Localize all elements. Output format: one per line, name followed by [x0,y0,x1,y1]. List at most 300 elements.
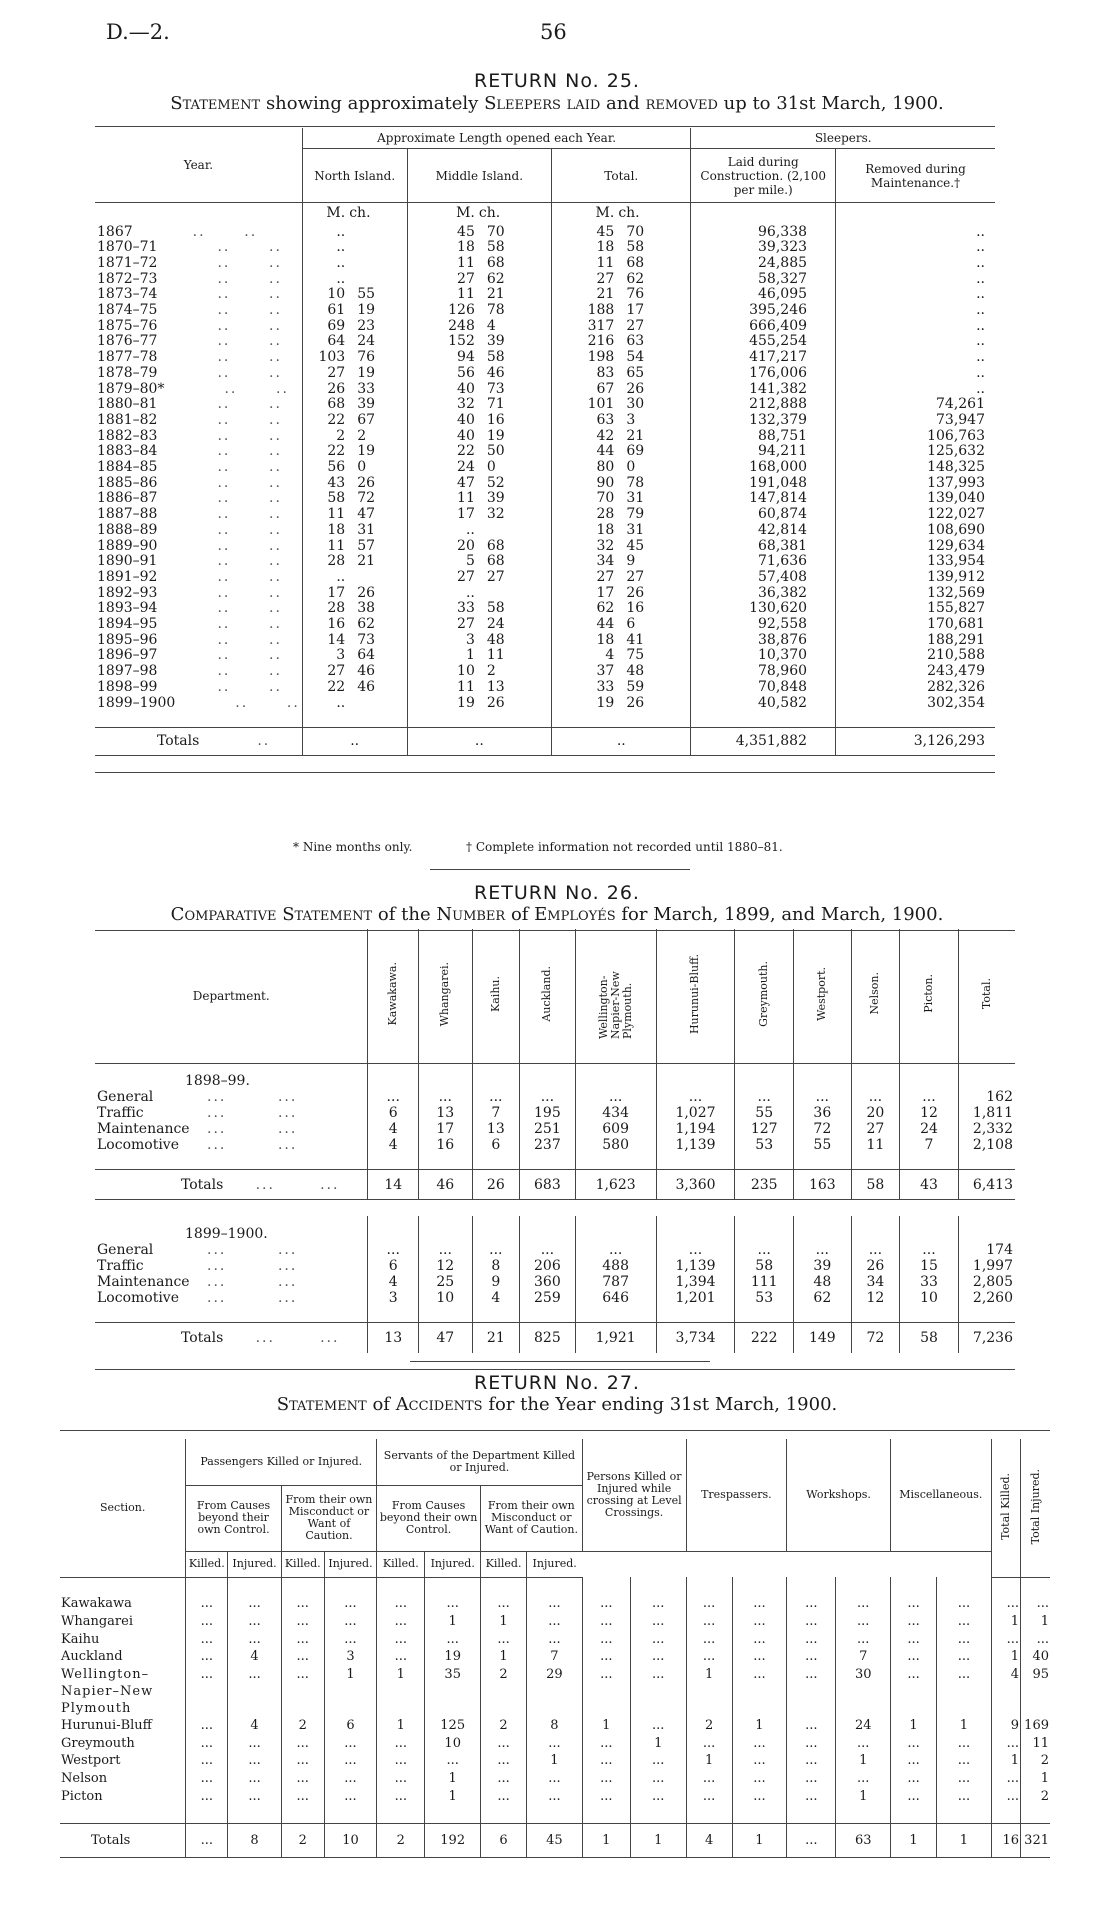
document-reference: D.—2. [106,20,170,44]
value-cell: 4 [472,1290,520,1306]
middle-chains: 11 [486,647,505,664]
year-label: 1892–93 [97,584,158,601]
value-cell: 35 [425,1666,481,1717]
sleepers-removed: 129,634 [836,539,995,555]
value-cell: ... [527,1788,583,1806]
value-cell: ... [480,1735,526,1753]
table-row [95,1121,1015,1137]
sleepers-removed: 170,681 [836,617,995,633]
value-cell: ... [891,1752,937,1770]
totals-cell: 47 [419,1323,473,1353]
value-cell: ... [991,1735,1020,1753]
table-row [95,1242,1015,1258]
north-chains: 2 [357,427,367,444]
north-miles: .. [302,570,347,586]
column-header [958,929,1015,1063]
table-row [95,664,995,680]
return27-subtitle: Statement of Accidents for the Year ending 31st March, 1900. [276,1394,838,1415]
value-cell: ... [787,1648,836,1666]
north-miles: 68 [302,397,347,413]
value-cell: 13 [472,1121,520,1137]
total-chains: 76 [626,286,645,303]
year-cell: 1880–81 .. .. [97,396,282,413]
laid-header: Laid during Construction. (2,100 per mile.) [691,149,836,203]
table-row [95,1290,1015,1306]
north-miles: 22 [302,413,347,429]
table-row [95,539,995,555]
value-cell: 48 [794,1274,852,1290]
value-cell: ... [732,1752,787,1770]
value-cell: 95 [1021,1666,1050,1717]
value-cell: ... [656,1242,735,1258]
killed-header: Killed. [281,1551,324,1577]
value-cell: ... [324,1770,376,1788]
value-cell: 2 [480,1717,526,1735]
north-chains: 21 [357,553,376,570]
value-cell: ... [937,1735,992,1753]
value-cell: ... [732,1735,787,1753]
column-header [794,929,852,1063]
north-miles: 58 [302,491,347,507]
total-chains: 68 [626,254,645,271]
middle-miles: 11 [407,680,477,696]
total-miles: 317 [552,319,617,335]
year-label: 1896–97 [97,647,158,664]
value-cell: ... [281,1648,324,1666]
sleepers-laid: 96,338 [691,225,836,241]
workshops-header: Workshops. [787,1439,891,1551]
value-cell: ... [425,1631,481,1649]
year-cell: 1894–95 .. .. [97,616,282,633]
north-chains: 76 [357,349,376,366]
table-row [95,1105,1015,1121]
north-chains: 62 [357,616,376,633]
year-cell: 1867 .. .. [97,223,258,240]
value-cell: 125 [425,1717,481,1735]
north-chains: 67 [357,411,376,428]
sleepers-laid: 130,620 [691,601,836,617]
total-chains: 26 [626,694,645,711]
totals-cell: 683 [520,1170,576,1200]
value-cell: 7 [472,1105,520,1121]
value-cell: 24 [836,1717,891,1735]
totals-cell: 1,921 [575,1323,656,1353]
value-cell: ... [186,1631,228,1649]
middle-chains: 2 [486,663,496,680]
north-miles: 18 [302,523,347,539]
value-cell: ... [480,1788,526,1806]
value-cell: ... [630,1613,686,1631]
value-cell: ... [630,1595,686,1613]
sleepers-laid: 92,558 [691,617,836,633]
value-cell: 53 [735,1290,794,1306]
value-cell: ... [186,1770,228,1788]
sleepers-removed: .. [836,225,995,241]
passengers-beyond-header: From Causes beyond their own Control. [186,1485,281,1551]
value-cell: 36 [794,1105,852,1121]
value-cell: 2,805 [958,1274,1015,1290]
totals-row [95,1323,1015,1353]
value-cell: ... [186,1717,228,1735]
value-cell: 2 [480,1666,526,1717]
middle-chains: 39 [486,333,505,350]
value-cell: 17 [419,1121,473,1137]
year-label: 1876–77 [97,333,158,350]
total-miles: 27 [552,570,617,586]
year-label: 1889–90 [97,537,158,554]
year-label: 1872–73 [97,270,158,287]
table-row [95,476,995,492]
value-cell: 259 [520,1290,576,1306]
return25-table [95,128,995,773]
year-label: 1878–79 [97,364,158,381]
middle-chains: 58 [486,239,505,256]
north-chains: 39 [357,396,376,413]
north-miles: 16 [302,617,347,633]
department-label: General [97,1089,154,1105]
total-chains: 21 [626,427,645,444]
middle-miles: 20 [407,539,477,555]
value-cell: 1 [686,1752,732,1770]
passengers-own-header: From their own Misconduct or Want of Caution. [281,1485,376,1551]
value-cell: ... [735,1089,794,1105]
department-name: General ... ... [97,1242,298,1258]
value-cell: 19 [425,1648,481,1666]
middle-miles: 152 [407,334,477,350]
value-cell: ... [991,1595,1020,1613]
department-name: Locomotive ... ... [97,1290,298,1306]
middle-chains: 26 [486,694,505,711]
total-miles: 45 [552,225,617,241]
middle-miles: 126 [407,303,477,319]
value-cell: 26 [851,1258,900,1274]
total-miles: 67 [552,382,617,398]
value-cell: 434 [575,1105,656,1121]
year-label: 1894–95 [97,616,158,633]
value-cell: ... [419,1242,473,1258]
department-name: Locomotive ... ... [97,1137,298,1153]
value-cell: 1 [732,1717,787,1735]
sleepers-laid: 212,888 [691,397,836,413]
totals-label-cell [60,1824,186,1858]
return25-title: RETURN No. 25. [474,70,640,92]
north-chains: 55 [357,286,376,303]
value-cell: ... [281,1595,324,1613]
total-chains: 27 [626,568,645,585]
middle-chains [477,586,552,602]
value-cell: 1 [425,1613,481,1631]
year-label: 1893–94 [97,600,158,617]
value-cell: ... [836,1595,891,1613]
servants-beyond-header: From Causes beyond their own Control. [377,1485,481,1551]
sleepers-removed: .. [836,382,995,398]
sleepers-laid: 417,217 [691,350,836,366]
middle-miles: 27 [407,570,477,586]
total-chains: 70 [626,223,645,240]
total-chains: 30 [626,396,645,413]
value-cell: 1 [836,1788,891,1806]
middle-miles: 56 [407,366,477,382]
value-cell: 55 [735,1105,794,1121]
total-miles: 18 [552,240,617,256]
value-cell: ... [520,1242,576,1258]
total-chains: 31 [626,521,645,538]
unit-ch: ch. [618,204,640,221]
totals-cell: 3,360 [656,1170,735,1200]
value-cell: 1,139 [656,1137,735,1153]
sleepers-removed: 188,291 [836,633,995,649]
totals-cell: 72 [851,1323,900,1353]
year-cell: 1885–86 .. .. [97,474,282,491]
sleepers-removed: 139,040 [836,491,995,507]
middle-chains: 68 [486,553,505,570]
value-cell: 33 [900,1274,959,1290]
value-cell: ... [787,1735,836,1753]
value-cell: 2 [281,1717,324,1735]
value-cell: 1 [891,1717,937,1735]
table-row [95,1258,1015,1274]
north-miles: 43 [302,476,347,492]
value-cell: ... [1021,1631,1050,1649]
totals-cell: 21 [472,1323,520,1353]
value-cell: 1 [1021,1770,1050,1788]
table-row [95,287,995,303]
totals-cell: 46 [419,1170,473,1200]
value-cell: 4 [368,1274,419,1290]
value-cell: 1 [991,1648,1020,1666]
value-cell: ... [228,1613,281,1631]
value-cell: ... [377,1631,425,1649]
value-cell: ... [686,1788,732,1806]
middle-miles: 10 [407,664,477,680]
value-cell: 29 [527,1666,583,1717]
value-cell: ... [324,1752,376,1770]
middle-chains: 0 [486,459,496,476]
value-cell: 10 [425,1735,481,1753]
value-cell: 7 [527,1648,583,1666]
sleepers-laid: 191,048 [691,476,836,492]
value-cell: ... [228,1752,281,1770]
value-cell: ... [787,1631,836,1649]
totals-cell: 58 [900,1323,959,1353]
value-cell: ... [324,1631,376,1649]
sleepers-laid: 455,254 [691,334,836,350]
middle-chains [477,523,552,539]
year-cell: 1887–88 .. .. [97,506,282,523]
column-header [735,929,794,1063]
killed-header: Killed. [186,1551,228,1577]
year-cell: 1882–83 .. .. [97,427,282,444]
value-cell: ... [1021,1595,1050,1613]
value-cell: 1 [582,1717,630,1735]
value-cell: ... [186,1666,228,1717]
total-chains: 0 [626,459,636,476]
value-cell: 1,811 [958,1105,1015,1121]
total-chains: 58 [626,239,645,256]
value-cell: ... [228,1770,281,1788]
year-cell: 1896–97 .. .. [97,647,282,664]
value-cell: 12 [900,1105,959,1121]
totals-row [95,727,995,755]
value-cell: ... [419,1089,473,1105]
year-cell: 1870–71 .. .. [97,239,282,256]
middle-chains: 16 [486,411,505,428]
north-chains [347,240,407,256]
injured-header: Injured. [324,1551,376,1577]
value-cell: 1,997 [958,1258,1015,1274]
totals-label: Totals [91,1832,131,1848]
sleepers-laid: 666,409 [691,319,836,335]
middle-chains: 58 [486,349,505,366]
value-cell: 609 [575,1121,656,1137]
value-cell: 9 [472,1274,520,1290]
table-row [95,429,995,445]
table-row [95,272,995,288]
totals-cell: 825 [520,1323,576,1353]
sleepers-laid: 71,636 [691,554,836,570]
middle-chains: 19 [486,427,505,444]
year-label: 1898–99 [97,678,158,695]
north-miles: .. [302,225,347,241]
value-cell: 1,394 [656,1274,735,1290]
value-cell: ... [630,1666,686,1717]
totals-cell: 43 [900,1170,959,1200]
table-row [60,1648,1050,1666]
year-cell: 1873–74 .. .. [97,286,282,303]
total-miles: 18 [552,523,617,539]
middle-miles: 40 [407,413,477,429]
totals-cell: 26 [472,1170,520,1200]
value-cell: 11 [1021,1735,1050,1753]
middle-chains: 68 [486,254,505,271]
total-miles: 37 [552,664,617,680]
value-cell: 10 [900,1290,959,1306]
totals-cell: 2 [377,1824,425,1858]
middle-island-header: Middle Island. [407,149,552,203]
value-cell: 1 [937,1717,992,1735]
total-chains: 79 [626,506,645,523]
middle-chains: 58 [486,600,505,617]
value-cell: ... [937,1770,992,1788]
value-cell: 39 [794,1258,852,1274]
miscellaneous-header: Miscellaneous. [891,1439,992,1551]
sleepers-laid: 147,814 [691,491,836,507]
total-miles: 80 [552,460,617,476]
value-cell: ... [186,1595,228,1613]
unit-m: M. [552,203,617,225]
north-chains: 23 [357,317,376,334]
value-cell: ... [991,1770,1020,1788]
middle-chains: 4 [486,317,496,334]
table-row [95,491,995,507]
value-cell: ... [686,1770,732,1788]
totals-cell: 45 [527,1824,583,1858]
middle-chains: 46 [486,364,505,381]
sleepers-removed: .. [836,350,995,366]
department-label: Locomotive [97,1137,179,1153]
sleepers-removed: .. [836,319,995,335]
north-chains: 64 [357,647,376,664]
value-cell: ... [630,1770,686,1788]
department-label: General [97,1242,154,1258]
north-chains [347,272,407,288]
sleepers-laid: 58,327 [691,272,836,288]
unit-m: M. [407,203,477,225]
value-cell: ... [787,1717,836,1735]
north-miles: 11 [302,539,347,555]
value-cell: ... [480,1770,526,1788]
value-cell: ... [377,1613,425,1631]
totals-cell: 7,236 [958,1323,1015,1353]
section-name: Auckland [61,1649,123,1665]
total-miles: 216 [552,334,617,350]
value-cell: ... [582,1788,630,1806]
totals-cell: 58 [851,1170,900,1200]
value-cell: ... [686,1631,732,1649]
value-cell: ... [836,1613,891,1631]
total-chains: 6 [626,616,636,633]
return27-title: RETURN No. 27. [474,1372,640,1394]
middle-miles: 1 [407,648,477,664]
north-chains: 38 [357,600,376,617]
north-miles: 28 [302,554,347,570]
year-label: 1891–92 [97,568,158,585]
page-number: 56 [540,20,567,44]
north-miles: .. [302,272,347,288]
department-name: Traffic ... ... [97,1258,298,1274]
department-name: General ... ... [97,1089,298,1105]
value-cell: 1 [991,1613,1020,1631]
total-miles: 70 [552,491,617,507]
value-cell: ... [527,1595,583,1613]
column-header-text: Picton. [921,974,935,1014]
middle-miles: 32 [407,397,477,413]
value-cell: ... [732,1666,787,1717]
value-cell: 13 [419,1105,473,1121]
north-miles: 28 [302,601,347,617]
value-cell: ... [186,1613,228,1631]
value-cell: 1,027 [656,1105,735,1121]
middle-miles: 27 [407,272,477,288]
value-cell: ... [377,1770,425,1788]
value-cell: ... [377,1648,425,1666]
total-chains: 17 [626,302,645,319]
total-chains: 54 [626,349,645,366]
middle-miles: 24 [407,460,477,476]
value-cell: ... [937,1595,992,1613]
value-cell: ... [732,1648,787,1666]
totals-laid: 4,351,882 [691,727,836,755]
column-header-text: Wellington-Napier-New Plymouth. [596,970,634,1039]
value-cell: 1,139 [656,1258,735,1274]
value-cell: 6 [324,1717,376,1735]
north-miles: 61 [302,303,347,319]
value-cell: 4 [228,1717,281,1735]
year-cell: 1879–80* .. .. [97,380,289,397]
unit-ch: ch. [478,204,501,221]
middle-miles: 19 [407,696,477,712]
value-cell: ... [732,1595,787,1613]
value-cell: 62 [794,1290,852,1306]
column-header [419,929,473,1063]
sleepers-laid: 70,848 [691,680,836,696]
value-cell: 53 [735,1137,794,1153]
year-cell: 1892–93 .. .. [97,584,282,601]
value-cell: 162 [958,1089,1015,1105]
section-name: Wellington–Napier–New Plymouth [61,1667,154,1716]
total-miles: 27 [552,272,617,288]
servants-group-header: Servants of the Department Killed or Injured. [377,1439,583,1485]
